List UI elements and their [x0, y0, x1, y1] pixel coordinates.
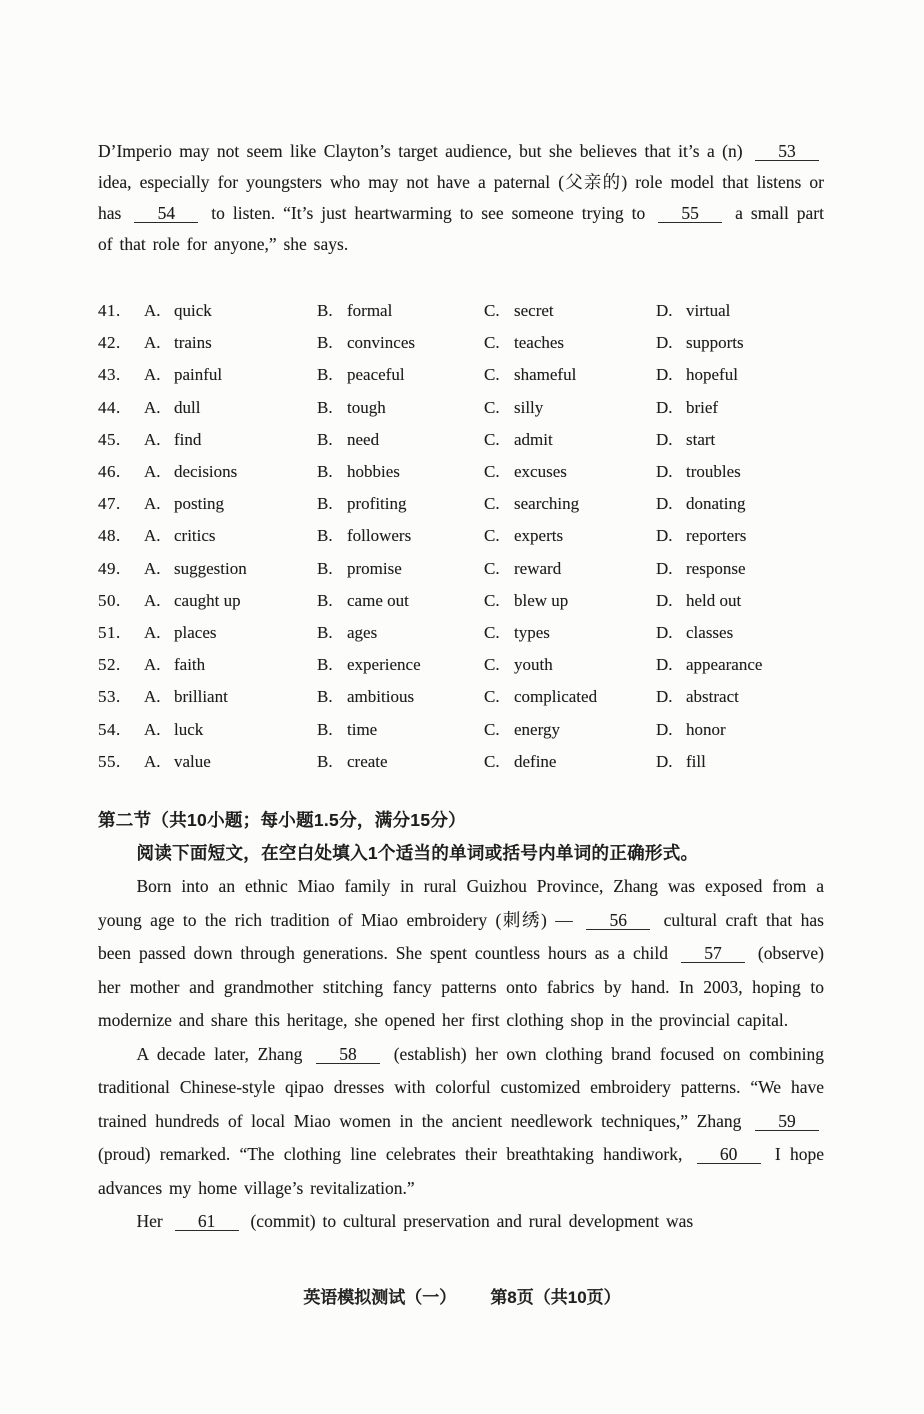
option-text: critics	[174, 526, 216, 546]
fill-blank-53: 53	[755, 142, 819, 161]
option-letter: D.	[656, 558, 673, 578]
option-letter: B.	[317, 333, 333, 353]
option-text: experience	[347, 655, 421, 675]
option-letter: D.	[656, 333, 673, 353]
option-a	[144, 585, 317, 617]
option-text: followers	[347, 526, 412, 546]
option-d	[656, 488, 824, 520]
option-c	[484, 681, 656, 713]
option-d	[656, 456, 824, 488]
question-row	[98, 327, 824, 359]
option-text: define	[514, 751, 557, 771]
option-c	[484, 392, 656, 424]
option-d	[656, 649, 824, 681]
option-b	[317, 649, 484, 681]
option-letter: A.	[144, 687, 161, 707]
option-letter: B.	[317, 526, 333, 546]
option-text: shameful	[514, 365, 577, 385]
option-letter: B.	[317, 462, 333, 482]
question-row	[98, 681, 824, 713]
option-letter: C.	[484, 429, 500, 449]
passage-paragraph-3: Her 61 (commit) to cultural preservation and rural development was	[136, 1211, 694, 1232]
option-b	[317, 488, 484, 520]
option-d	[656, 681, 824, 713]
option-a	[144, 392, 317, 424]
option-text: luck	[174, 719, 204, 739]
option-a	[144, 553, 317, 585]
question-row	[98, 456, 824, 488]
option-letter: B.	[317, 623, 333, 643]
question-number: 51.	[98, 623, 121, 643]
option-text: brief	[686, 397, 719, 417]
option-letter: A.	[144, 751, 161, 771]
option-letter: C.	[484, 526, 500, 546]
option-text: brilliant	[174, 687, 228, 707]
option-text: types	[514, 623, 550, 643]
option-c	[484, 746, 656, 778]
option-a	[144, 488, 317, 520]
option-d	[656, 327, 824, 359]
fill-blank-60: 60	[697, 1145, 761, 1164]
option-c	[484, 649, 656, 681]
option-letter: C.	[484, 751, 500, 771]
option-d	[656, 359, 824, 391]
option-text: dull	[174, 397, 201, 417]
option-text: searching	[514, 494, 580, 514]
option-letter: D.	[656, 623, 673, 643]
option-letter: D.	[656, 590, 673, 610]
question-row	[98, 424, 824, 456]
question-number: 55.	[98, 751, 121, 771]
option-d	[656, 617, 824, 649]
option-letter: A.	[144, 558, 161, 578]
option-b	[317, 295, 484, 327]
option-letter: B.	[317, 558, 333, 578]
option-text: secret	[514, 301, 554, 320]
option-letter: A.	[144, 526, 161, 546]
question-row	[98, 520, 824, 552]
option-text: fill	[686, 751, 706, 771]
option-letter: A.	[144, 397, 161, 417]
option-letter: B.	[317, 429, 333, 449]
option-text: response	[686, 558, 746, 578]
option-c	[484, 295, 656, 327]
option-text: quick	[174, 301, 212, 320]
question-row	[98, 488, 824, 520]
option-text: trains	[174, 333, 212, 353]
option-text: formal	[347, 301, 393, 320]
option-letter: C.	[484, 687, 500, 707]
option-c	[484, 520, 656, 552]
option-letter: D.	[656, 494, 673, 514]
option-d	[656, 553, 824, 585]
intro-paragraph: D’Imperio may not seem like Clayton’s target audience, but she believes that it’s a (n) 53 idea, especially for youngsters who may not have a paternal (父亲的) role model that listens or has 54 to listen. “It’s just heartwarming to see someone trying to 55 a small part of that role for anyone,” she says.	[98, 141, 825, 254]
fill-blank-58: 58	[316, 1045, 380, 1064]
option-a	[144, 359, 317, 391]
question-row	[98, 649, 824, 681]
option-c	[484, 359, 656, 391]
option-letter: B.	[317, 397, 333, 417]
option-c	[484, 488, 656, 520]
option-letter: C.	[484, 301, 500, 320]
option-text: create	[347, 751, 388, 771]
option-letter: B.	[317, 365, 333, 385]
option-letter: C.	[484, 397, 500, 417]
option-a	[144, 295, 317, 327]
section-heading: 第二节（共10小题；每小题1.5分，满分15分）	[98, 810, 466, 831]
option-letter: B.	[317, 687, 333, 707]
fill-blank-55: 55	[658, 204, 722, 223]
option-b	[317, 327, 484, 359]
option-b	[317, 681, 484, 713]
option-a	[144, 681, 317, 713]
question-number: 47.	[98, 494, 121, 514]
option-letter: C.	[484, 494, 500, 514]
question-number: 49.	[98, 558, 121, 578]
option-b	[317, 520, 484, 552]
question-number: 41.	[98, 301, 121, 320]
option-letter: D.	[656, 526, 673, 546]
option-a	[144, 520, 317, 552]
option-b	[317, 359, 484, 391]
question-number: 52.	[98, 655, 121, 675]
option-text: faith	[174, 655, 206, 675]
option-c	[484, 456, 656, 488]
option-c	[484, 424, 656, 456]
fill-blank-61: 61	[175, 1212, 239, 1231]
option-d	[656, 295, 824, 327]
question-row	[98, 392, 824, 424]
option-text: reporters	[686, 526, 747, 546]
passage-paragraph-2: A decade later, Zhang 58 (establish) her own clothing brand focused on combining traditional Chinese-style qipao dresses with colorful customized embroidery patterns. “We have trained hundreds of local Miao women in the ancient needlework techniques,” Zhang 59 (proud) remarked. “The clothing line celebrates their breathtaking handiwork, 60 I hope advances my home village’s revitalization.”	[98, 1043, 825, 1198]
question-number: 43.	[98, 365, 121, 385]
option-text: convinces	[347, 333, 415, 353]
option-b	[317, 585, 484, 617]
option-text: troubles	[686, 462, 741, 482]
option-text: places	[174, 623, 217, 643]
option-letter: A.	[144, 623, 161, 643]
option-d	[656, 392, 824, 424]
option-text: excuses	[514, 462, 567, 482]
option-letter: C.	[484, 365, 500, 385]
option-letter: C.	[484, 558, 500, 578]
option-c	[484, 714, 656, 746]
option-letter: C.	[484, 333, 500, 353]
section-2	[98, 804, 824, 1239]
option-letter: A.	[144, 655, 161, 675]
option-a	[144, 617, 317, 649]
question-number: 45.	[98, 429, 121, 449]
option-text: admit	[514, 429, 553, 449]
option-letter: B.	[317, 751, 333, 771]
option-text: appearance	[686, 655, 763, 675]
option-b	[317, 392, 484, 424]
option-text: start	[686, 429, 716, 449]
question-row	[98, 617, 824, 649]
option-d	[656, 424, 824, 456]
option-letter: D.	[656, 719, 673, 739]
option-text: painful	[174, 365, 223, 385]
option-b	[317, 456, 484, 488]
option-letter: A.	[144, 590, 161, 610]
option-letter: C.	[484, 462, 500, 482]
option-b	[317, 424, 484, 456]
option-letter: A.	[144, 301, 161, 320]
option-letter: D.	[656, 365, 673, 385]
option-text: reward	[514, 558, 562, 578]
option-letter: A.	[144, 719, 161, 739]
question-row	[98, 746, 824, 778]
option-letter: D.	[656, 751, 673, 771]
option-text: ages	[347, 623, 378, 643]
option-d	[656, 714, 824, 746]
option-c	[484, 585, 656, 617]
option-text: value	[174, 751, 211, 771]
option-text: tough	[347, 397, 386, 417]
question-row	[98, 295, 824, 327]
fill-blank-57: 57	[681, 944, 745, 963]
option-letter: D.	[656, 687, 673, 707]
option-letter: D.	[656, 429, 673, 449]
option-text: decisions	[174, 462, 238, 482]
question-row	[98, 553, 824, 585]
option-text: held out	[686, 590, 742, 610]
footer-page-number: 第8页（共10页）	[490, 1288, 621, 1307]
option-a	[144, 456, 317, 488]
option-text: came out	[347, 590, 409, 610]
option-letter: B.	[317, 301, 333, 320]
option-text: experts	[514, 526, 564, 546]
option-text: promise	[347, 558, 402, 578]
fill-blank-56: 56	[586, 911, 650, 930]
option-d	[656, 520, 824, 552]
fill-blank-59: 59	[755, 1112, 819, 1131]
option-letter: A.	[144, 429, 161, 449]
question-row	[98, 714, 824, 746]
option-text: need	[347, 429, 380, 449]
option-text: energy	[514, 719, 560, 739]
option-c	[484, 327, 656, 359]
option-letter: C.	[484, 623, 500, 643]
option-d	[656, 585, 824, 617]
option-letter: B.	[317, 719, 333, 739]
option-text: silly	[514, 397, 544, 417]
question-list	[98, 295, 824, 778]
option-letter: A.	[144, 365, 161, 385]
option-a	[144, 649, 317, 681]
option-letter: A.	[144, 462, 161, 482]
option-b	[317, 746, 484, 778]
option-text: caught up	[174, 590, 241, 610]
option-letter: D.	[656, 462, 673, 482]
option-b	[317, 617, 484, 649]
option-letter: B.	[317, 655, 333, 675]
footer-exam-title: 英语模拟测试（一）	[303, 1288, 457, 1307]
question-number: 42.	[98, 333, 121, 353]
question-number: 53.	[98, 687, 121, 707]
question-row	[98, 585, 824, 617]
question-row	[98, 359, 824, 391]
question-number: 48.	[98, 526, 121, 546]
option-b	[317, 714, 484, 746]
option-text: posting	[174, 494, 225, 514]
option-text: youth	[514, 655, 553, 675]
question-number: 44.	[98, 397, 121, 417]
fill-blank-54: 54	[134, 204, 198, 223]
option-a	[144, 424, 317, 456]
question-number: 46.	[98, 462, 121, 482]
option-text: complicated	[514, 687, 598, 707]
option-text: abstract	[686, 687, 739, 707]
option-letter: B.	[317, 590, 333, 610]
option-letter: D.	[656, 301, 673, 320]
option-text: hopeful	[686, 365, 738, 385]
option-letter: B.	[317, 494, 333, 514]
option-letter: D.	[656, 655, 673, 675]
question-number: 54.	[98, 719, 121, 739]
option-a	[144, 327, 317, 359]
option-a	[144, 714, 317, 746]
option-letter: C.	[484, 590, 500, 610]
option-letter: A.	[144, 494, 161, 514]
option-text: supports	[686, 333, 744, 353]
section-instruction: 阅读下面短文，在空白处填入1个适当的单词或括号内单词的正确形式。	[136, 843, 699, 864]
option-text: teaches	[514, 333, 565, 353]
option-text: virtual	[686, 301, 731, 320]
option-text: classes	[686, 623, 734, 643]
option-text: hobbies	[347, 462, 400, 482]
option-text: time	[347, 719, 378, 739]
option-text: honor	[686, 719, 726, 739]
option-a	[144, 746, 317, 778]
passage-paragraph-1: Born into an ethnic Miao family in rural Guizhou Province, Zhang was exposed from a young age to the rich tradition of Miao embroidery (刺绣) — 56 cultural craft that has been passed down through generations. She spent countless hours as a child 57 (observe) her mother and grandmother stitching fancy patterns onto fabrics by hand. In 2003, hoping to modernize and share this heritage, she opened her first clothing shop in the provincial capital.	[98, 876, 824, 1031]
option-text: suggestion	[174, 558, 247, 578]
option-letter: C.	[484, 655, 500, 675]
option-text: peaceful	[347, 365, 405, 385]
option-text: donating	[686, 494, 746, 514]
option-d	[656, 746, 824, 778]
page-footer	[0, 1283, 924, 1308]
option-text: ambitious	[347, 687, 415, 707]
option-letter: C.	[484, 719, 500, 739]
option-c	[484, 553, 656, 585]
option-text: find	[174, 429, 202, 449]
option-letter: A.	[144, 333, 161, 353]
option-text: blew up	[514, 590, 569, 610]
option-c	[484, 617, 656, 649]
option-letter: D.	[656, 397, 673, 417]
question-number: 50.	[98, 590, 121, 610]
option-b	[317, 553, 484, 585]
option-text: profiting	[347, 494, 407, 514]
